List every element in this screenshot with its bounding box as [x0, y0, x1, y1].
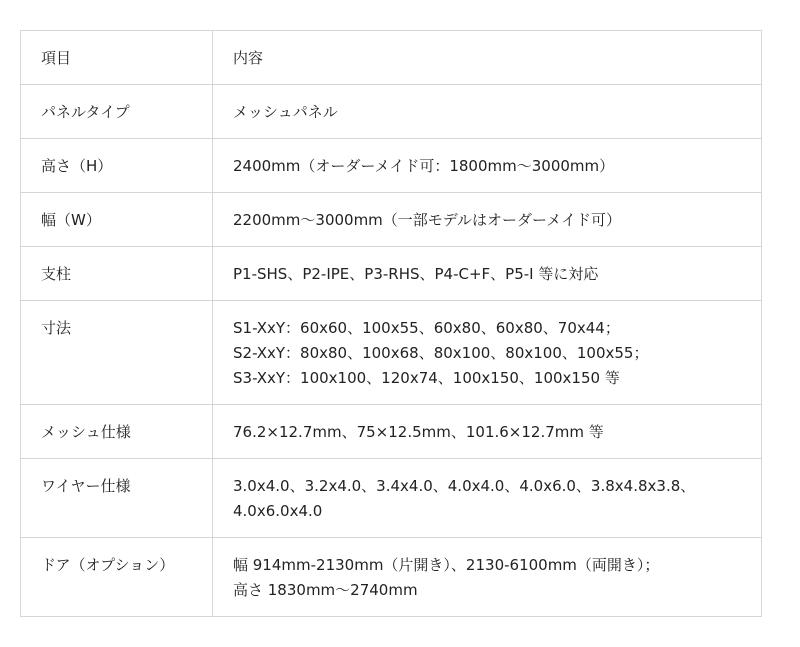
header-value: 内容 — [233, 49, 264, 67]
table-row — [21, 459, 762, 538]
row-value-door-line-1: 幅 914mm-2130mm（片開き）、2130-6100mm（両開き）； — [233, 556, 660, 574]
row-value-wire-spec-line-2: 4.0x6.0x4.0 — [233, 502, 323, 520]
table-row — [21, 247, 762, 301]
header-label-cell — [21, 31, 213, 85]
row-label-width: 幅（W） — [41, 211, 101, 229]
row-label-panel-type: パネルタイプ — [41, 103, 130, 121]
label-cell — [21, 139, 213, 193]
row-value-post: P1-SHS、P2-IPE、P3-RHS、P4-C+F、P5-I 等に対応 — [233, 265, 599, 283]
row-value-dimensions-line-2: S2-XxY：80x80、100x68、80x100、80x100、100x55； — [233, 344, 649, 362]
row-label-door: ドア（オプション） — [41, 556, 175, 574]
value-cell — [213, 193, 762, 247]
row-value-door-line-2: 高さ 1830mm～2740mm — [233, 581, 418, 599]
label-cell — [21, 459, 213, 538]
table-row — [21, 301, 762, 405]
label-cell — [21, 85, 213, 139]
table-row — [21, 85, 762, 139]
value-cell — [213, 405, 762, 459]
row-value-dimensions-line-1: S1-XxY：60x60、100x55、60x80、60x80、70x44； — [233, 319, 620, 337]
value-cell — [213, 459, 762, 538]
row-label-dimensions: 寸法 — [41, 319, 72, 337]
spec-table — [20, 30, 762, 617]
row-value-height: 2400mm（オーダーメイド可：1800mm～3000mm） — [233, 157, 615, 175]
label-cell — [21, 405, 213, 459]
row-label-height: 高さ（H） — [41, 157, 113, 175]
table-row — [21, 538, 762, 617]
value-cell — [213, 247, 762, 301]
value-cell — [213, 139, 762, 193]
table-row — [21, 193, 762, 247]
table-row — [21, 139, 762, 193]
label-cell — [21, 538, 213, 617]
label-cell — [21, 193, 213, 247]
label-cell — [21, 301, 213, 405]
table-row-header — [21, 31, 762, 85]
header-label: 項目 — [41, 49, 72, 67]
value-cell — [213, 538, 762, 617]
row-label-wire-spec: ワイヤー仕様 — [41, 477, 131, 495]
row-label-mesh-spec: メッシュ仕様 — [41, 423, 131, 441]
label-cell — [21, 247, 213, 301]
row-label-post: 支柱 — [41, 265, 72, 283]
row-value-mesh-spec: 76.2×12.7mm、75×12.5mm、101.6×12.7mm 等 — [233, 423, 604, 441]
row-value-wire-spec-line-1: 3.0x4.0、3.2x4.0、3.4x4.0、4.0x4.0、4.0x6.0、3.8x4.8x3.8、 — [233, 477, 696, 495]
header-value-cell — [213, 31, 762, 85]
value-cell — [213, 301, 762, 405]
row-value-width: 2200mm～3000mm（一部モデルはオーダーメイド可） — [233, 211, 621, 229]
row-value-dimensions-line-3: S3-XxY：100x100、120x74、100x150、100x150 等 — [233, 369, 620, 387]
table-row — [21, 405, 762, 459]
row-value-panel-type: メッシュパネル — [233, 103, 338, 121]
value-cell — [213, 85, 762, 139]
